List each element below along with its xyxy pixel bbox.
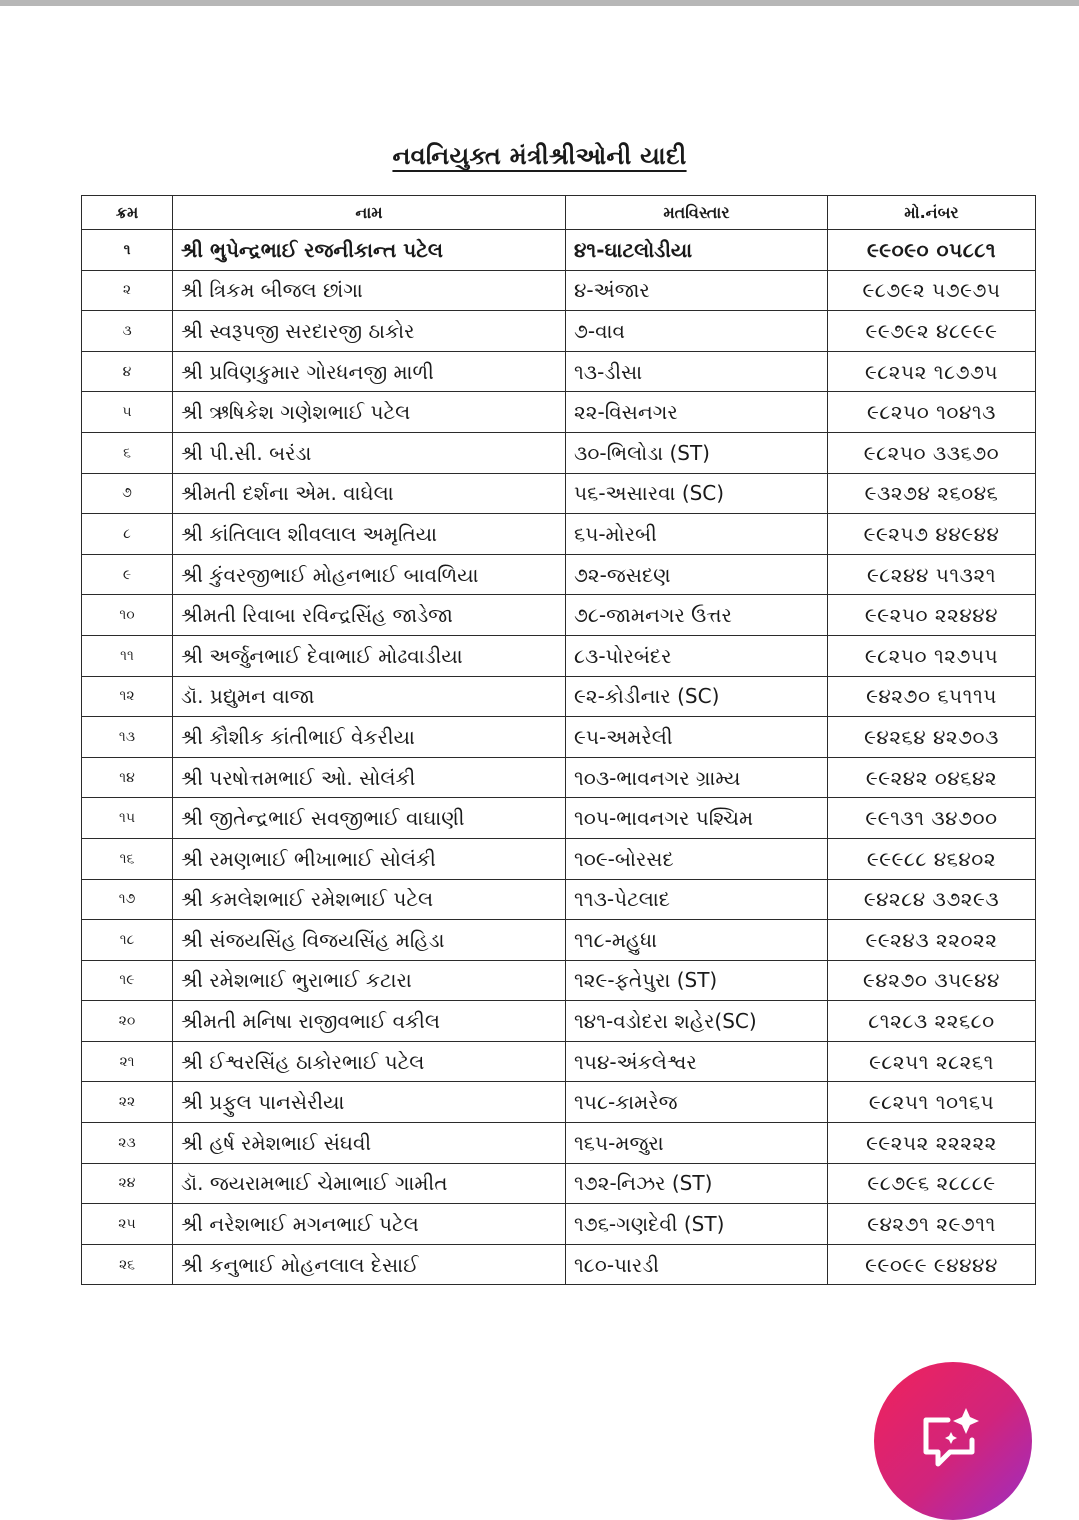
row-serial: ૨૧ bbox=[82, 1041, 173, 1082]
table-row bbox=[82, 717, 1036, 758]
row-mobile: ૯૩૨૭૪ ૨૬૦૪૬ bbox=[828, 473, 1036, 514]
row-serial: ૧૫ bbox=[82, 798, 173, 839]
column-header-constituency: મતવિસ્તાર bbox=[566, 196, 828, 230]
row-name: શ્રી નરેશભાઈ મગનભાઈ પટેલ bbox=[173, 1204, 566, 1245]
row-serial: ૨૫ bbox=[82, 1204, 173, 1245]
chat-sparkle-icon bbox=[918, 1402, 988, 1474]
document-title: નવનિયુક્ત મંત્રીશ્રીઓની યાદી bbox=[392, 142, 687, 170]
row-name: શ્રી રમેશભાઈ ભુરાભાઈ કટારા bbox=[173, 960, 566, 1001]
table-row bbox=[82, 311, 1036, 352]
row-serial: ૮ bbox=[82, 514, 173, 555]
row-mobile: ૯૯૦૯૯ ૯૪૪૪૪ bbox=[828, 1244, 1036, 1285]
ministers-table bbox=[81, 195, 1036, 1285]
row-serial: ૨૦ bbox=[82, 1001, 173, 1042]
row-mobile: ૯૮૭૯૨ ૫૭૯૭૫ bbox=[828, 270, 1036, 311]
row-mobile: ૯૯૨૪૨ ૦૪૬૪૨ bbox=[828, 757, 1036, 798]
row-mobile: ૯૯૦૯૦ ૦૫૮૮૧ bbox=[828, 230, 1036, 271]
row-mobile: ૯૯૨૫૭ ૪૪૯૪૪ bbox=[828, 514, 1036, 555]
row-serial: ૧ bbox=[82, 230, 173, 271]
table-row bbox=[82, 1082, 1036, 1123]
table-row bbox=[82, 676, 1036, 717]
row-serial: ૭ bbox=[82, 473, 173, 514]
row-name: શ્રી કુંવરજીભાઈ મોહનભાઈ બાવળિયા bbox=[173, 554, 566, 595]
row-mobile: ૯૯૭૯૨ ૪૮૯૯૯ bbox=[828, 311, 1036, 352]
row-name: શ્રી સ્વરૂપજી સરદારજી ઠાકોર bbox=[173, 311, 566, 352]
row-constituency: ૧૭૬-ગણદેવી (ST) bbox=[566, 1204, 828, 1245]
row-mobile: ૯૪૨૮૪ ૩૭૨૯૩ bbox=[828, 879, 1036, 920]
column-header-serial: ક્રમ bbox=[82, 196, 173, 230]
row-constituency: ૧૬૫-મજુરા bbox=[566, 1123, 828, 1164]
row-constituency: ૧૩-ડીસા bbox=[566, 351, 828, 392]
row-constituency: ૧૦૩-ભાવનગર ગ્રામ્ય bbox=[566, 757, 828, 798]
column-header-name: નામ bbox=[173, 196, 566, 230]
ai-chat-button[interactable] bbox=[874, 1362, 1032, 1520]
row-mobile: ૮૧૨૮૩ ૨૨૬૮૦ bbox=[828, 1001, 1036, 1042]
row-constituency: ૧૫૪-અંકલેશ્વર bbox=[566, 1041, 828, 1082]
row-name: ડૉ. જયરામભાઈ ચેમાભાઈ ગામીત bbox=[173, 1163, 566, 1204]
table-row bbox=[82, 798, 1036, 839]
row-name: શ્રી પરષોત્તમભાઈ ઓ. સોલંકી bbox=[173, 757, 566, 798]
table-row bbox=[82, 270, 1036, 311]
row-serial: ૧૦ bbox=[82, 595, 173, 636]
row-mobile: ૯૮૨૫૦ ૧૨૭૫૫ bbox=[828, 635, 1036, 676]
top-status-bar bbox=[0, 0, 1079, 6]
row-serial: ૧૪ bbox=[82, 757, 173, 798]
row-name: શ્રી ત્રિકમ બીજલ છાંગા bbox=[173, 270, 566, 311]
row-name: શ્રી કૌશીક કાંતીભાઈ વેકરીયા bbox=[173, 717, 566, 758]
row-serial: ૨૬ bbox=[82, 1244, 173, 1285]
table-row bbox=[82, 920, 1036, 961]
row-name: શ્રી હર્ષ રમેશભાઈ સંઘવી bbox=[173, 1123, 566, 1164]
row-serial: ૧૧ bbox=[82, 635, 173, 676]
row-name: શ્રી જીતેન્દ્રભાઈ સવજીભાઈ વાઘાણી bbox=[173, 798, 566, 839]
table-row bbox=[82, 838, 1036, 879]
row-name: શ્રી ભુપેન્દ્રભાઈ રજનીકાન્ત પટેલ bbox=[173, 230, 566, 271]
row-constituency: ૮૩-પોરબંદર bbox=[566, 635, 828, 676]
row-mobile: ૯૪૨૭૦ ૬૫૧૧૫ bbox=[828, 676, 1036, 717]
row-serial: ૨ bbox=[82, 270, 173, 311]
row-name: શ્રીમતી દર્શના એમ. વાઘેલા bbox=[173, 473, 566, 514]
row-constituency: ૧૧૮-મહુધા bbox=[566, 920, 828, 961]
row-constituency: ૭૮-જામનગર ઉત્તર bbox=[566, 595, 828, 636]
row-serial: ૨૩ bbox=[82, 1123, 173, 1164]
table-row bbox=[82, 960, 1036, 1001]
table-row bbox=[82, 757, 1036, 798]
row-serial: ૧૭ bbox=[82, 879, 173, 920]
row-mobile: ૯૯૨૫૨ ૨૨૨૨૨ bbox=[828, 1123, 1036, 1164]
row-constituency: ૩૦-ભિલોડા (ST) bbox=[566, 432, 828, 473]
row-name: શ્રી કનુભાઈ મોહનલાલ દેસાઈ bbox=[173, 1244, 566, 1285]
table-row bbox=[82, 1123, 1036, 1164]
row-constituency: ૯૫-અમરેલી bbox=[566, 717, 828, 758]
row-constituency: ૪૧-ઘાટલોડીયા bbox=[566, 230, 828, 271]
table-row bbox=[82, 473, 1036, 514]
row-mobile: ૯૯૧૩૧ ૩૪૭૦૦ bbox=[828, 798, 1036, 839]
row-constituency: ૫૬-અસારવા (SC) bbox=[566, 473, 828, 514]
table-row bbox=[82, 514, 1036, 555]
row-serial: ૩ bbox=[82, 311, 173, 352]
row-constituency: ૨૨-વિસનગર bbox=[566, 392, 828, 433]
row-name: શ્રી પી.સી. બરંડા bbox=[173, 432, 566, 473]
table-row bbox=[82, 879, 1036, 920]
table-row bbox=[82, 392, 1036, 433]
row-serial: ૨૪ bbox=[82, 1163, 173, 1204]
row-name: ડૉ. પ્રદ્યુમન વાજા bbox=[173, 676, 566, 717]
row-constituency: ૧૮૦-પારડી bbox=[566, 1244, 828, 1285]
row-mobile: ૯૪૨૬૪ ૪૨૭૦૩ bbox=[828, 717, 1036, 758]
row-constituency: ૧૦૯-બોરસદ bbox=[566, 838, 828, 879]
row-name: શ્રી રમણભાઈ ભીખાભાઈ સોલંકી bbox=[173, 838, 566, 879]
row-constituency: ૧૨૯-ફતેપુરા (ST) bbox=[566, 960, 828, 1001]
row-mobile: ૯૮૨૪૪ ૫૧૩૨૧ bbox=[828, 554, 1036, 595]
table-row bbox=[82, 1163, 1036, 1204]
row-mobile: ૯૮૨૫૦ ૩૩૬૭૦ bbox=[828, 432, 1036, 473]
row-name: શ્રીમતી રિવાબા રવિન્દ્રસિંહ જાડેજા bbox=[173, 595, 566, 636]
row-name: શ્રીમતી મનિષા રાજીવભાઈ વકીલ bbox=[173, 1001, 566, 1042]
row-constituency: ૧૭૨-નિઝર (ST) bbox=[566, 1163, 828, 1204]
row-constituency: ૧૦૫-ભાવનગર પશ્ચિમ bbox=[566, 798, 828, 839]
row-serial: ૧૯ bbox=[82, 960, 173, 1001]
row-name: શ્રી અર્જુનભાઈ દેવાભાઈ મોઢવાડીયા bbox=[173, 635, 566, 676]
row-serial: ૫ bbox=[82, 392, 173, 433]
row-constituency: ૧૪૧-વડોદરા શહેર(SC) bbox=[566, 1001, 828, 1042]
row-mobile: ૯૪૨૭૧ ૨૯૭૧૧ bbox=[828, 1204, 1036, 1245]
table-row bbox=[82, 1041, 1036, 1082]
table-row bbox=[82, 1244, 1036, 1285]
row-mobile: ૯૯૨૪૩ ૨૨૦૨૨ bbox=[828, 920, 1036, 961]
row-name: શ્રી કમલેશભાઈ રમેશભાઈ પટેલ bbox=[173, 879, 566, 920]
table-row bbox=[82, 351, 1036, 392]
table-row bbox=[82, 1204, 1036, 1245]
table-row bbox=[82, 230, 1036, 271]
row-mobile: ૯૮૭૯૬ ૨૮૮૮૯ bbox=[828, 1163, 1036, 1204]
row-name: શ્રી ઈશ્વરસિંહ ઠાકોરભાઈ પટેલ bbox=[173, 1041, 566, 1082]
table-row bbox=[82, 554, 1036, 595]
row-constituency: ૪-અંજાર bbox=[566, 270, 828, 311]
row-mobile: ૯૯૨૫૦ ૨૨૪૪૪ bbox=[828, 595, 1036, 636]
row-mobile: ૯૮૨૫૦ ૧૦૪૧૩ bbox=[828, 392, 1036, 433]
row-constituency: ૭૨-જસદણ bbox=[566, 554, 828, 595]
row-mobile: ૯૮૨૫૧ ૧૦૧૬૫ bbox=[828, 1082, 1036, 1123]
row-constituency: ૧૧૩-પેટલાદ bbox=[566, 879, 828, 920]
row-serial: ૧૮ bbox=[82, 920, 173, 961]
row-name: શ્રી પ્રફુલ પાનસેરીયા bbox=[173, 1082, 566, 1123]
row-serial: ૧૬ bbox=[82, 838, 173, 879]
row-serial: ૧૩ bbox=[82, 717, 173, 758]
table-row bbox=[82, 635, 1036, 676]
table-row bbox=[82, 595, 1036, 636]
row-mobile: ૯૮૨૫૨ ૧૮૭૭૫ bbox=[828, 351, 1036, 392]
row-serial: ૬ bbox=[82, 432, 173, 473]
table-row bbox=[82, 432, 1036, 473]
table-row bbox=[82, 1001, 1036, 1042]
row-mobile: ૯૮૨૫૧ ૨૮૨૬૧ bbox=[828, 1041, 1036, 1082]
row-name: શ્રી ઋષિકેશ ગણેશભાઈ પટેલ bbox=[173, 392, 566, 433]
row-name: શ્રી સંજયસિંહ વિજયસિંહ મહિડા bbox=[173, 920, 566, 961]
row-mobile: ૯૯૯૮૮ ૪૬૪૦૨ bbox=[828, 838, 1036, 879]
row-serial: ૯ bbox=[82, 554, 173, 595]
row-serial: ૪ bbox=[82, 351, 173, 392]
row-constituency: ૯૨-કોડીનાર (SC) bbox=[566, 676, 828, 717]
row-name: શ્રી પ્રવિણકુમાર ગોરધનજી માળી bbox=[173, 351, 566, 392]
row-constituency: ૭-વાવ bbox=[566, 311, 828, 352]
row-name: શ્રી કાંતિલાલ શીવલાલ અમૃતિયા bbox=[173, 514, 566, 555]
row-serial: ૨૨ bbox=[82, 1082, 173, 1123]
row-constituency: ૧૫૮-કામરેજ bbox=[566, 1082, 828, 1123]
row-serial: ૧૨ bbox=[82, 676, 173, 717]
row-constituency: ૬૫-મોરબી bbox=[566, 514, 828, 555]
row-mobile: ૯૪૨૭૦ ૩૫૯૪૪ bbox=[828, 960, 1036, 1001]
table-header-row bbox=[82, 196, 1036, 230]
column-header-mobile: મો.નંબર bbox=[828, 196, 1036, 230]
